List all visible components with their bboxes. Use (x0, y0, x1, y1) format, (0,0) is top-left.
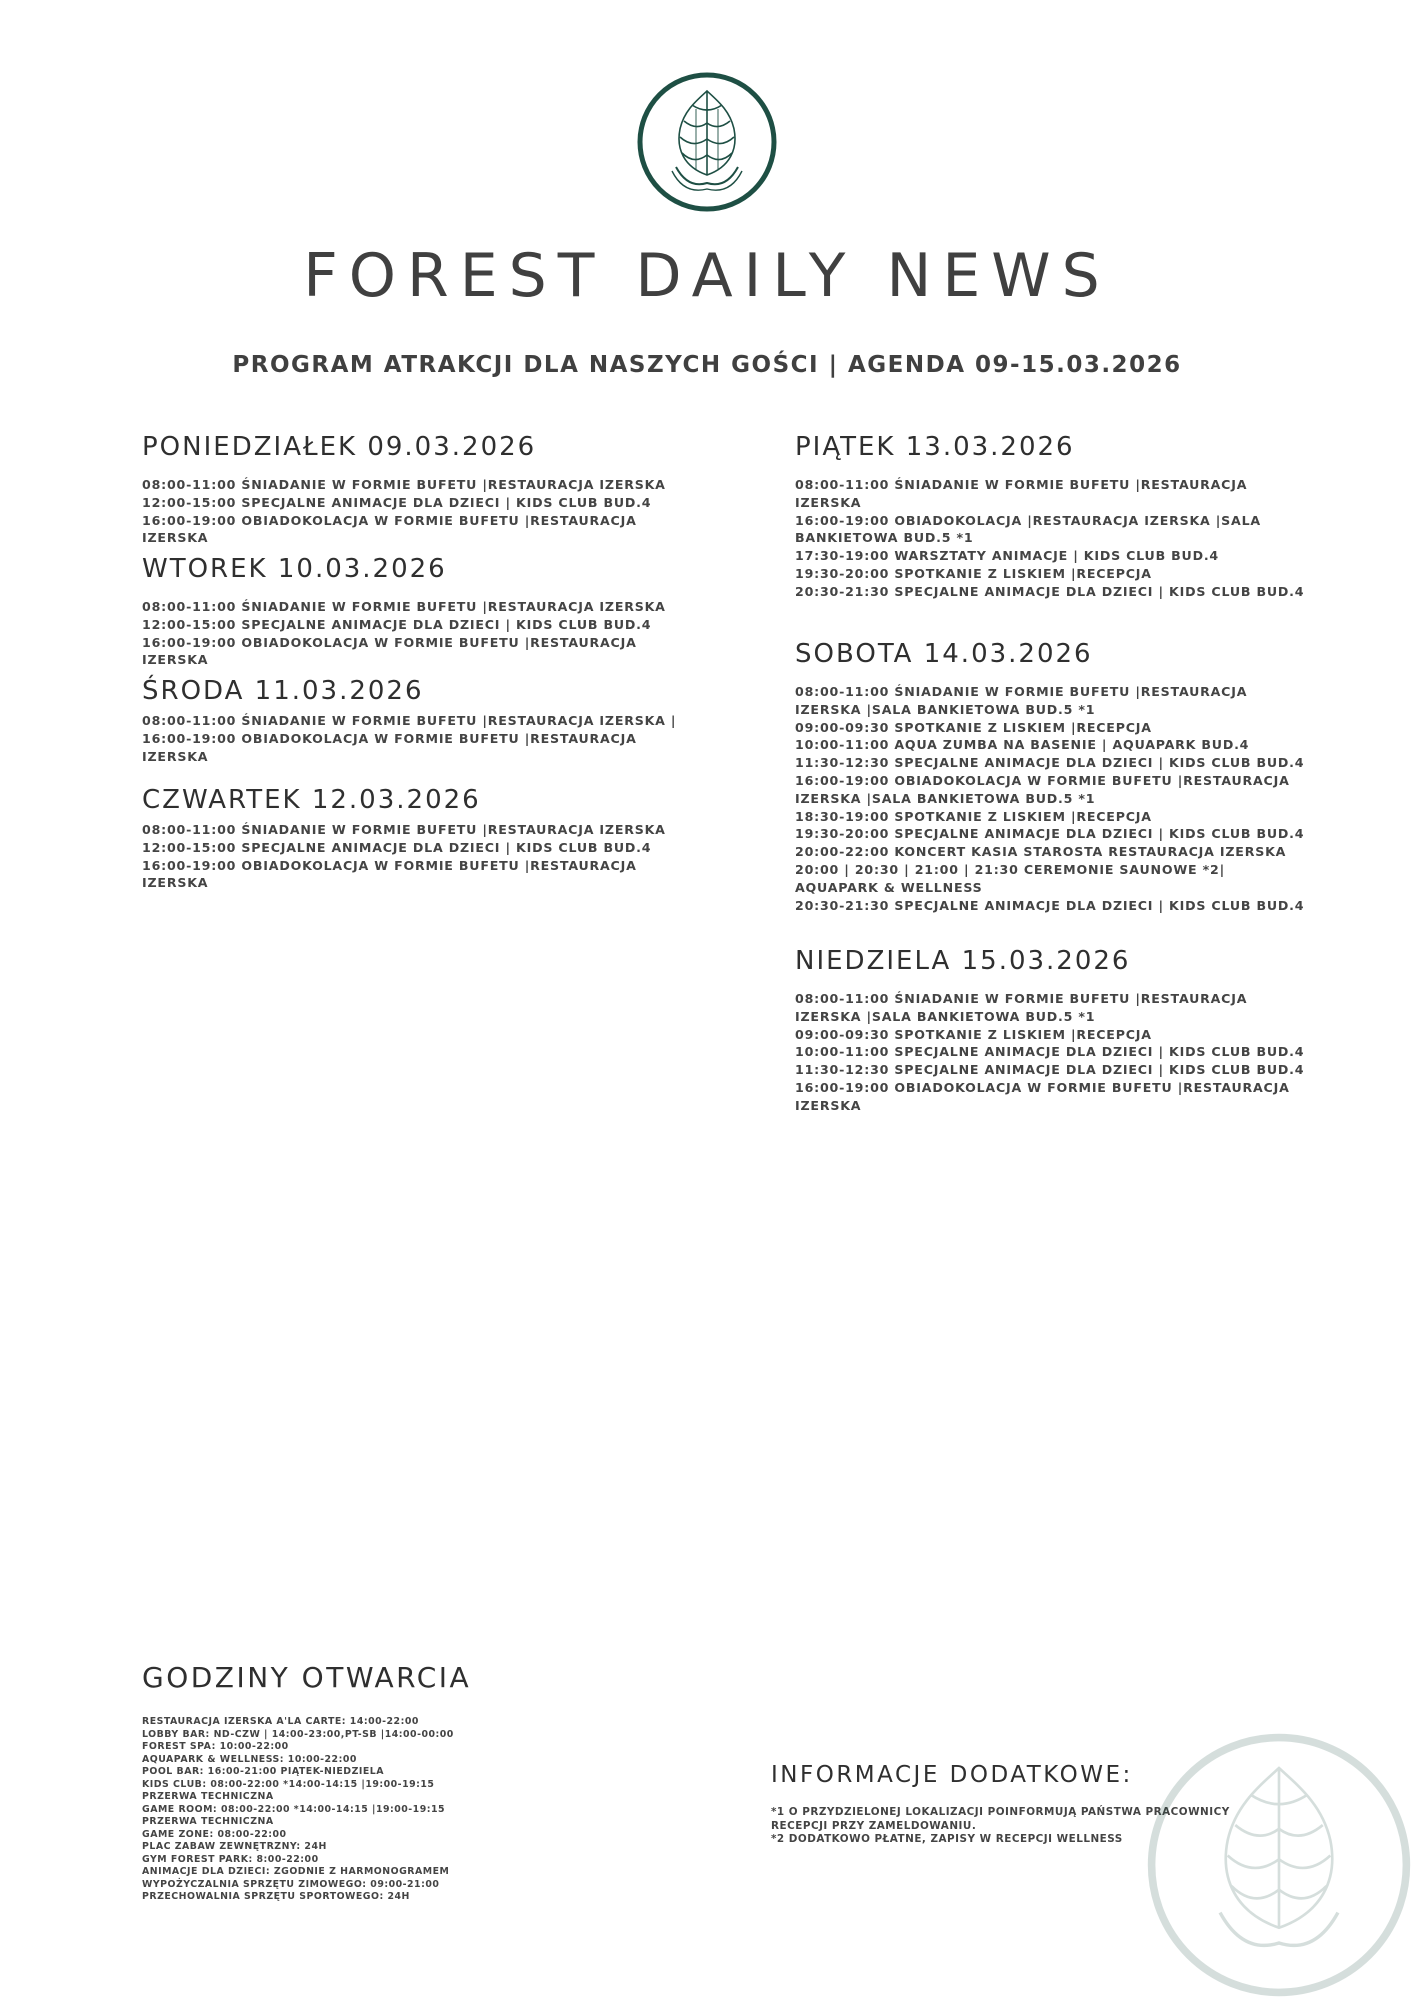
schedule-entry: 08:00-11:00 ŚNIADANIE W FORMIE BUFETU |RESTAURACJA IZERSKA |SALA BANKIETOWA BUD.5 *1 (795, 684, 1248, 717)
hours-line: LOBBY BAR: ND-CZW | 14:00-23:00,PT-SB |14:00-00:00 (142, 1728, 454, 1740)
hours-line: GYM FOREST PARK: 8:00-22:00 (142, 1853, 319, 1865)
schedule-entry: 17:30-19:00 WARSZTATY ANIMACJE | KIDS CLUB BUD.4 (795, 548, 1219, 564)
schedule-entry: 09:00-09:30 SPOTKANIE Z LISKIEM |RECEPCJA (795, 719, 1152, 735)
schedule-entry: 16:00-19:00 OBIADOKOLACJA W FORMIE BUFETU |RESTAURACJA IZERSKA (795, 1079, 1290, 1113)
schedule-entry: 19:30-20:00 SPOTKANIE Z LISKIEM |RECEPCJA (795, 565, 1152, 581)
pinecone-watermark-icon (1144, 1730, 1414, 2000)
footnote: *2 DODATKOWO PŁATNE, ZAPISY W RECEPCJI WELLNESS (771, 1833, 1123, 1845)
hours-line: AQUAPARK & WELLNESS: 10:00-22:00 (142, 1753, 357, 1765)
schedule-entry: 20:30-21:30 SPECJALNE ANIMACJE DLA DZIECI | KIDS CLUB BUD.4 (795, 583, 1305, 599)
schedule-entry: 08:00-11:00 ŚNIADANIE W FORMIE BUFETU |RESTAURACJA IZERSKA (142, 822, 666, 837)
additional-info-heading: INFORMACJE DODATKOWE: (771, 1762, 1133, 1788)
day-thursday (142, 783, 722, 892)
schedule-entry: 19:30-20:00 SPECJALNE ANIMACJE DLA DZIECI | KIDS CLUB BUD.4 (795, 826, 1305, 842)
day-saturday (795, 637, 1315, 914)
day-heading: PIĄTEK 13.03.2026 (795, 432, 1075, 462)
schedule-entry: 12:00-15:00 SPECJALNE ANIMACJE DLA DZIECI | KIDS CLUB BUD.4 (142, 616, 652, 632)
hours-line: POOL BAR: 16:00-21:00 PIĄTEK-NIEDZIELA (142, 1766, 384, 1777)
opening-hours-section (142, 1661, 662, 1904)
agenda-subtitle: PROGRAM ATRAKCJI DLA NASZYCH GOŚCI | AGENDA 09-15.03.2026 (232, 352, 1182, 378)
schedule-entry: 20:00-22:00 KONCERT KASIA STAROSTA RESTAURACJA IZERSKA (795, 844, 1287, 860)
hours-line: PLAC ZABAW ZEWNĘTRZNY: 24H (142, 1841, 327, 1852)
day-wednesday (142, 674, 722, 765)
hours-line: PRZERWA TECHNICZNA (142, 1791, 274, 1802)
hours-line: RESTAURACJA IZERSKA A'LA CARTE: 14:00-22:00 (142, 1716, 419, 1727)
opening-hours-heading: GODZINY OTWARCIA (142, 1661, 472, 1694)
schedule-entry: 16:00-19:00 OBIADOKOLACJA W FORMIE BUFETU |RESTAURACJA IZERSKA (142, 857, 637, 891)
hours-line: GAME ZONE: 08:00-22:00 (142, 1828, 287, 1840)
schedule-entry: 11:30-12:30 SPECJALNE ANIMACJE DLA DZIECI | KIDS CLUB BUD.4 (795, 755, 1305, 771)
hours-line: GAME ROOM: 08:00-22:00 *14:00-14:15 |19:00-19:15 (142, 1803, 446, 1815)
hours-line: PRZECHOWALNIA SPRZĘTU SPORTOWEGO: 24H (142, 1891, 410, 1902)
day-heading: NIEDZIELA 15.03.2026 (795, 946, 1131, 976)
schedule-entry: 16:00-19:00 OBIADOKOLACJA |RESTAURACJA IZERSKA |SALA BANKIETOWA BUD.5 *1 (795, 512, 1261, 546)
footnote: *1 O PRZYDZIELONEJ LOKALIZACJI POINFORMUJĄ PAŃSTWA PRACOWNICY RECEPCJI PRZY ZAMELDOWANIU. (771, 1806, 1230, 1832)
schedule-entry: 08:00-11:00 ŚNIADANIE W FORMIE BUFETU |RESTAURACJA IZERSKA (142, 477, 666, 492)
hours-line: WYPOŻYCZALNIA SPRZĘTU ZIMOWEGO: 09:00-21:00 (142, 1878, 440, 1890)
page-title: FOREST DAILY NEWS (303, 241, 1111, 311)
hours-line: KIDS CLUB: 08:00-22:00 *14:00-14:15 |19:00-19:15 (142, 1778, 435, 1790)
schedule-entry: 08:00-11:00 ŚNIADANIE W FORMIE BUFETU |RESTAURACJA IZERSKA (795, 477, 1248, 510)
schedule-entry: 20:30-21:30 SPECJALNE ANIMACJE DLA DZIECI | KIDS CLUB BUD.4 (795, 897, 1305, 913)
schedule-entry: 10:00-11:00 SPECJALNE ANIMACJE DLA DZIECI | KIDS CLUB BUD.4 (795, 1044, 1305, 1060)
day-heading: ŚRODA 11.03.2026 (142, 676, 424, 706)
day-heading: WTOREK 10.03.2026 (142, 554, 447, 584)
hours-line: ANIMACJE DLA DZIECI: ZGODNIE Z HARMONOGRAMEM (142, 1866, 450, 1877)
schedule-entry: 12:00-15:00 SPECJALNE ANIMACJE DLA DZIECI | KIDS CLUB BUD.4 (142, 494, 652, 510)
schedule-entry: 16:00-19:00 OBIADOKOLACJA W FORMIE BUFETU |RESTAURACJA IZERSKA |SALA BANKIETOWA BUD.5 *1 (795, 772, 1290, 806)
schedule-entry: 18:30-19:00 SPOTKANIE Z LISKIEM |RECEPCJA (795, 808, 1152, 824)
hours-line: PRZERWA TECHNICZNA (142, 1816, 274, 1827)
day-sunday (795, 944, 1315, 1115)
day-monday (142, 430, 722, 547)
schedule-entry: 11:30-12:30 SPECJALNE ANIMACJE DLA DZIECI | KIDS CLUB BUD.4 (795, 1062, 1305, 1078)
hours-line: FOREST SPA: 10:00-22:00 (142, 1741, 289, 1752)
schedule-entry: 20:00 | 20:30 | 21:00 | 21:30 CEREMONIE SAUNOWE *2| AQUAPARK & WELLNESS (795, 861, 1225, 895)
day-heading: CZWARTEK 12.03.2026 (142, 785, 481, 815)
schedule-entry: 08:00-11:00 ŚNIADANIE W FORMIE BUFETU |RESTAURACJA IZERSKA (142, 599, 666, 614)
schedule-entry: 08:00-11:00 ŚNIADANIE W FORMIE BUFETU |RESTAURACJA IZERSKA | (142, 713, 677, 728)
day-heading: SOBOTA 14.03.2026 (795, 639, 1093, 669)
schedule-entry: 09:00-09:30 SPOTKANIE Z LISKIEM |RECEPCJA (795, 1026, 1152, 1042)
schedule-entry: 16:00-19:00 OBIADOKOLACJA W FORMIE BUFETU |RESTAURACJA IZERSKA (142, 512, 637, 546)
day-heading: PONIEDZIAŁEK 09.03.2026 (142, 432, 537, 462)
day-friday (795, 430, 1315, 601)
day-tuesday (142, 552, 722, 669)
schedule-entry: 12:00-15:00 SPECJALNE ANIMACJE DLA DZIECI | KIDS CLUB BUD.4 (142, 839, 652, 855)
pinecone-logo-icon (636, 71, 778, 213)
schedule-entry: 16:00-19:00 OBIADOKOLACJA W FORMIE BUFETU |RESTAURACJA IZERSKA (142, 730, 637, 764)
schedule-entry: 16:00-19:00 OBIADOKOLACJA W FORMIE BUFETU |RESTAURACJA IZERSKA (142, 634, 637, 668)
schedule-entry: 10:00-11:00 AQUA ZUMBA NA BASENIE | AQUAPARK BUD.4 (795, 737, 1250, 753)
schedule-entry: 08:00-11:00 ŚNIADANIE W FORMIE BUFETU |RESTAURACJA IZERSKA |SALA BANKIETOWA BUD.5 *1 (795, 991, 1248, 1024)
